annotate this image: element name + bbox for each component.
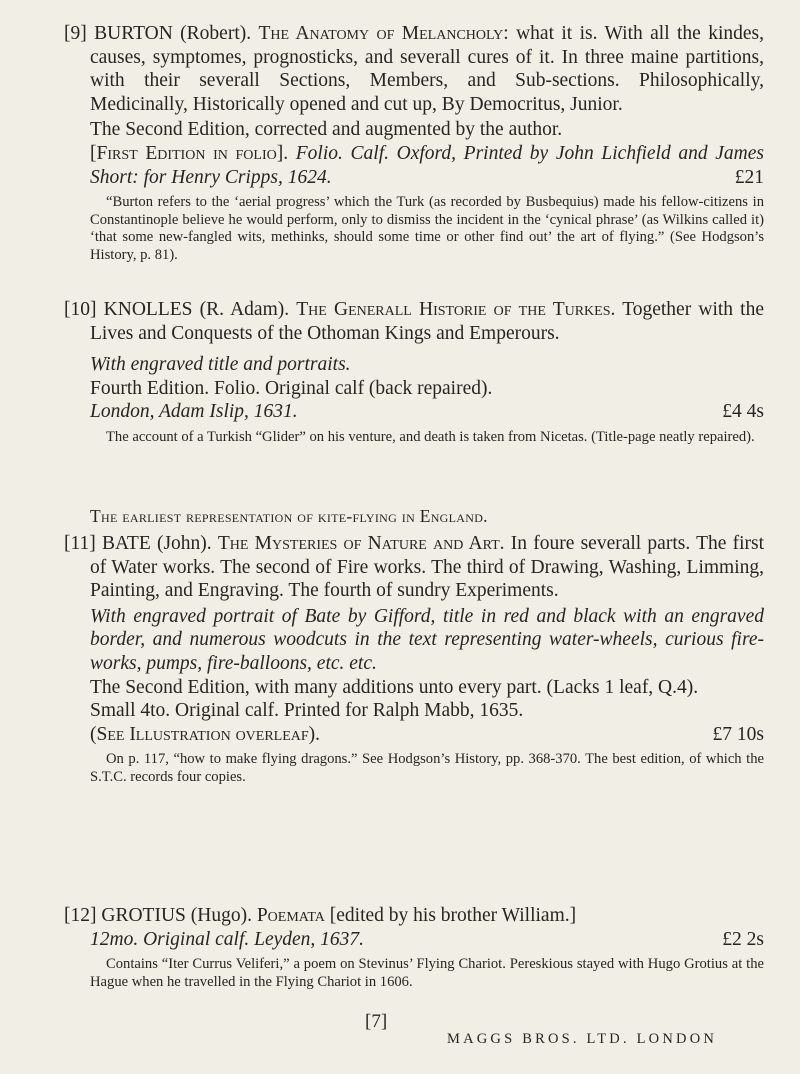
- entry-line: Fourth Edition. Folio. Original calf (back repaired).: [90, 377, 493, 399]
- section-heading: The earliest representation of kite-flying in England.: [90, 506, 488, 526]
- entry-title: The Generall Historie of the Turkes.: [296, 299, 616, 320]
- entry-number: [12]: [64, 905, 97, 926]
- page-number: [7]: [365, 1011, 388, 1032]
- entry-imprint: Folio. Calf. Oxford, Printed by John Lichfield and James Short: for Henry Cripps, 1624.: [90, 142, 764, 188]
- entry-author: KNOLLES (R. Adam).: [103, 299, 290, 320]
- entry-grotius: [64, 904, 764, 991]
- entry-bate: [64, 506, 764, 786]
- entry-heading: [64, 298, 764, 345]
- entry-author: BURTON (Robert).: [94, 23, 252, 44]
- entry-note: On p. 117, “how to make flying dragons.” See Hodgson’s History, pp. 368-370. The best edition, of which the S.T.C. records four copies.: [90, 751, 764, 785]
- entry-line: With engraved portrait of Bate by Gifford, title in red and black with an engraved border, and numerous woodcuts in the text representing water-wheels, curious fire-works, pumps, fire-balloons, etc. etc.: [90, 605, 764, 674]
- entry-number: [11]: [64, 533, 96, 554]
- entry-line: (See Illustration overleaf). £7 10s: [90, 723, 764, 745]
- entry-title-rest: In foure severall parts. The first of Water works. The second of Fire works. The third of Drawing, Washing, Limming, Painting, and Engraving. The fourth of sundry Experiments.: [90, 533, 765, 602]
- entry-imprint-line: [64, 142, 764, 189]
- entry-price: £21: [734, 166, 764, 188]
- entry-note: Contains “Iter Currus Veliferi,” a poem on Stevinus’ Flying Chariot. Pereskious stayed with Hugo Grotius at the Hague when he travelled in the Flying Chariot in 1606.: [90, 956, 764, 990]
- entry-line: Small 4to. Original calf. Printed for Ralph Mabb, 1635.: [90, 700, 524, 722]
- entry-line: With engraved title and portraits.: [90, 354, 351, 376]
- entry-title-rest: Together with the Lives and Conquests of the Othoman Kings and Emperours.: [90, 299, 765, 344]
- entry-number: [10]: [64, 299, 97, 320]
- entry-title-rest: [edited by his brother William.]: [329, 905, 577, 926]
- entry-author: BATE (John).: [101, 533, 212, 554]
- entry-note: “Burton refers to the ‘aerial progress’ which the Turk (as recorded by Busbequius) made his fellow-citizens in Constantinople believe he would perform, only to dismiss the incident in the ‘cynical phrase’ (as Wilkins called it) ‘that some new-fangled wits, methinks, should some time or other find out’ the art of flying.” (See Hodgson’s History, p. 81).: [90, 194, 764, 263]
- entry-line: The Second Edition, with many additions unto every part. (Lacks 1 leaf, Q.4).: [90, 676, 699, 698]
- entry-knolles: [64, 298, 764, 446]
- entry-title: The Mysteries of Nature and Art.: [217, 533, 505, 554]
- entry-line: London, Adam Islip, 1631. £4 4s: [90, 401, 764, 423]
- entry-bracket: [First Edition in folio].: [90, 142, 289, 164]
- entry-price: £2 2s: [722, 928, 764, 950]
- entry-heading: [64, 22, 764, 116]
- entry-line: 12mo. Original calf. Leyden, 1637. £2 2s: [90, 928, 764, 950]
- entry-burton: [64, 22, 764, 264]
- publisher-imprint: MAGGS BROS. LTD. LONDON: [447, 1031, 718, 1047]
- entry-title: The Anatomy of Melancholy:: [258, 23, 509, 44]
- entry-author: GROTIUS (Hugo).: [101, 905, 252, 926]
- entry-heading: [64, 532, 764, 603]
- entry-price: £4 4s: [722, 401, 764, 423]
- entry-title: Poemata: [256, 905, 325, 926]
- entry-price: £7 10s: [712, 723, 764, 745]
- entry-heading: [64, 904, 764, 928]
- entry-number: [9]: [64, 23, 87, 44]
- entry-note: The account of a Turkish “Glider” on his venture, and death is taken from Nicetas. (Title-page neatly repaired).: [106, 428, 755, 445]
- entry-edition: The Second Edition, corrected and augmented by the author.: [90, 119, 563, 141]
- entry-title-rest: what it is. With all the kindes, causes, symptomes, prognosticks, and severall cures of it. In three maine partitions, with their severall Sections, Members, and Sub-sections. Philosophically, Medicinally, Historically opened and cut up, By Democritus, Junior.: [90, 23, 765, 115]
